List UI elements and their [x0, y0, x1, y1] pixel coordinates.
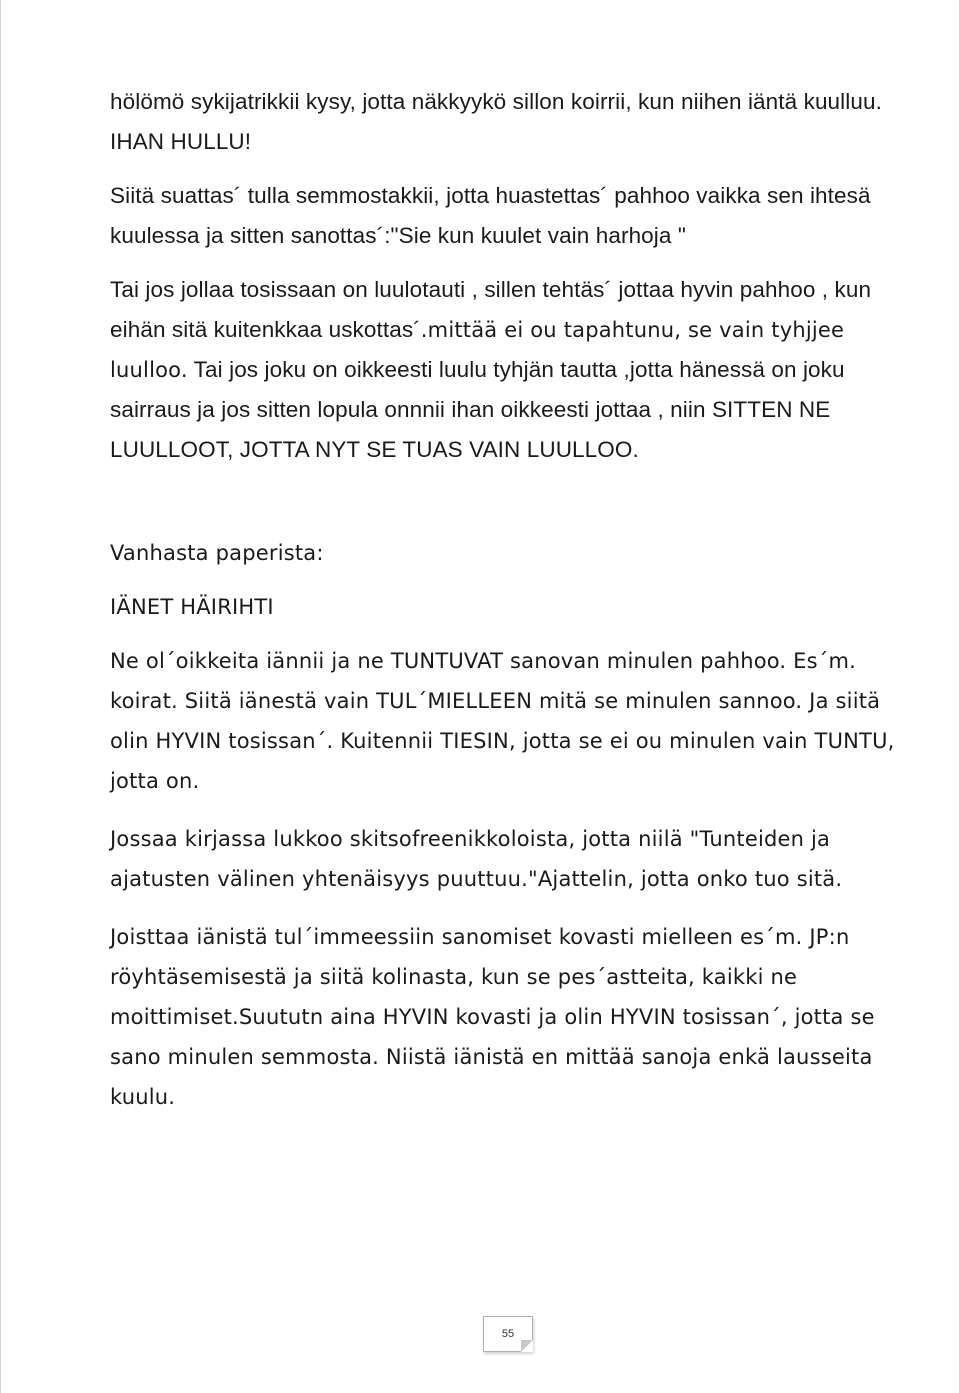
paragraph-7: Jossaa kirjassa lukkoo skitsofreenikkoloista, jotta niilä "Tunteiden ja ajatusten välinen yhtenäisyys puuttuu."Ajattelin, jotta onko tuo sitä. — [110, 827, 843, 891]
paragraph-3-part-b: .mittää ei ou tapahtunu, se vain tyhjjee luulloo. — [110, 318, 845, 382]
paragraph-5-title: IÄNET HÄIRIHTI — [110, 595, 274, 619]
paragraph-2: Siitä suattas´ tulla semmostakkii, jotta huastettas´ pahhoo vaikka sen ihtesä kuulessa ja sitten sanottas´:"Sie kun kuulet vain harhoja " — [110, 183, 871, 248]
paragraph-4-heading: Vanhasta paperista: — [110, 541, 324, 565]
paragraph-3-part-c: Tai jos joku on oikkeesti luulu tyhjän tautta ,jotta hänessä on joku sairraus ja jos sitten lopula onnnii ihan oikkeesti jottaa , niin SITTEN NE LUULLOOT, JOTTA NYT SE TUAS VAIN LUULLOO. — [110, 357, 845, 462]
paragraph-3-part-a: Tai jos jollaa tosissaan on luulotauti , sillen tehtäs´ jottaa hyvin pahhoo , kun eihän sitä kuitenkkaa uskottas´ — [110, 277, 872, 342]
paragraph-6: Ne ol´oikkeita iännii ja ne TUNTUVAT sanovan minulen pahhoo. Es´m. koirat. Siitä iänestä vain TUL´MIELLEEN mitä se minulen sannoo. Ja siitä olin HYVIN tosissan´. Kuitennii TIESIN, jotta se ei ou minulen vain TUNTU, jotta on. — [110, 649, 895, 793]
page-body — [110, 82, 910, 1117]
page-number-text: 55 — [501, 1328, 515, 1340]
page-curl-icon — [521, 1340, 533, 1352]
page-number-badge — [483, 1316, 533, 1352]
paragraph-1: hölömö sykijatrikkii kysy, jotta näkkyykö sillon koirrii, kun niihen iäntä kuulluu. IHAN HULLU! — [110, 89, 882, 154]
paragraph-8: Joisttaa iänistä tul´immeessiin sanomiset kovasti mielleen es´m. JP:n röyhtäsemisestä ja siitä kolinasta, kun se pes´astteita, kaikki ne moittimiset.Suututn aina HYVIN kovasti ja olin HYVIN tosissan´, jotta se sano minulen semmosta. Niistä iänistä en mittää sanoja enkä lausseita kuulu. — [110, 925, 875, 1109]
paragraph-3 — [110, 270, 910, 470]
